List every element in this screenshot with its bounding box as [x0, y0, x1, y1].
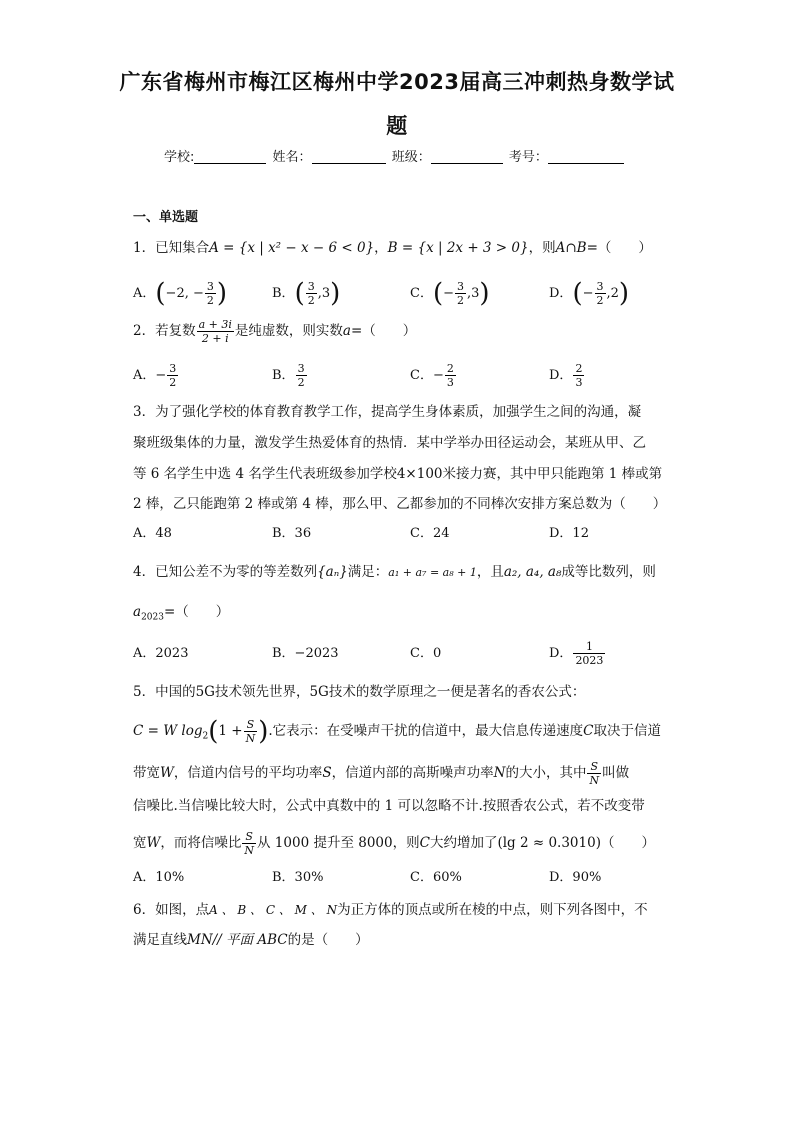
- q1-option-d[interactable]: D．(− $\frac{3}{2}$ ,2): [549, 278, 630, 309]
- question-5-line-3: 带宽W，信道内信号的平均功率S，信道内部的高斯噪声功率N的大小，其中 $\frac{S}{N}$ 叫做: [133, 760, 630, 787]
- q2-option-b[interactable]: B． $\frac{3}{2}$: [272, 362, 305, 389]
- school-blank[interactable]: [194, 149, 266, 164]
- q3-option-c[interactable]: C．24: [410, 526, 450, 541]
- question-3-line-3: 等 6 名学生中选 4 名学生代表班级参加学校4×100米接力赛，其中甲只能跑第 1 棒或第: [133, 466, 663, 482]
- question-3-line-1: 3．为了强化学校的体育教育教学工作，提高学生身体素质，加强学生之间的沟通，凝: [133, 404, 642, 420]
- q2-option-c[interactable]: C．− $\frac{2}{3}$: [410, 362, 454, 389]
- name-label: 姓名：: [272, 150, 312, 165]
- question-5-line-5: 宽W，而将信噪比 $\frac{S}{N}$ 从 1000 提升至 8000，则C大约增加了(lg 2 ≈ 0.3010)（ ）: [133, 830, 655, 857]
- q1-option-b[interactable]: B．( $\frac{3}{2}$ ,3): [272, 278, 341, 309]
- q5-option-a[interactable]: A．10%: [133, 870, 185, 885]
- q3-option-b[interactable]: B．36: [272, 526, 312, 541]
- section-heading: 一、单选题: [133, 210, 199, 225]
- q3-option-d[interactable]: D．12: [549, 526, 589, 541]
- question-4-line-2: $a_{2023}=$（ ）: [133, 604, 230, 623]
- question-4-line-1: 4．已知公差不为零的等差数列{aₙ}满足：a₁ + a₇ = a₈ + 1，且a₂, a₄, a₈成等比数列，则: [133, 564, 656, 580]
- name-blank[interactable]: [312, 149, 386, 164]
- question-6-line-2: 满足直线MN// 平面 ABC的是（ ）: [133, 932, 369, 948]
- q5-option-c[interactable]: C．60%: [410, 870, 462, 885]
- question-5-line-2: C = W $\log_2(1$ + $\frac{S}{N}$ ).它表示：在受噪声干扰的信道中，最大信息传递速度C取决于信道: [133, 716, 661, 747]
- q3-option-a[interactable]: A．48: [133, 526, 172, 541]
- question-5-line-4: 信噪比.当信噪比较大时，公式中真数中的 1 可以忽略不计.按照香农公式，若不改变带: [133, 798, 645, 814]
- school-label: 学校:: [164, 150, 195, 165]
- number-label: 考号：: [508, 150, 548, 165]
- question-3-line-4: 2 棒，乙只能跑第 2 棒或第 4 棒，那么甲、乙都参加的不同棒次安排方案总数为（ ）: [133, 496, 667, 512]
- class-label: 班级：: [391, 150, 431, 165]
- exam-title-continued: 题: [386, 114, 408, 138]
- question-5-line-1: 5．中国的5G技术领先世界，5G技术的数学原理之一便是著名的香农公式：: [133, 684, 586, 700]
- class-blank[interactable]: [431, 149, 503, 164]
- q5-option-d[interactable]: D．90%: [549, 870, 602, 885]
- q4-option-c[interactable]: C．0: [410, 646, 442, 661]
- exam-title: 广东省梅州市梅江区梅州中学2023届高三冲刺热身数学试: [119, 70, 675, 94]
- q2-option-a[interactable]: A．− $\frac{3}{2}$: [133, 362, 177, 389]
- q1-option-c[interactable]: C．(− $\frac{3}{2}$ ,3): [410, 278, 490, 309]
- q4-option-b[interactable]: B．−2023: [272, 646, 339, 661]
- q1-option-a[interactable]: A．(−2, − $\frac{3}{2}$ ): [133, 278, 228, 309]
- q5-option-b[interactable]: B．30%: [272, 870, 324, 885]
- question-1-stem: 1．已知集合A = {x | x² − x − 6 < 0}，B = {x | 2x + 3 > 0}，则A∩B=（ ）: [133, 240, 652, 256]
- student-info-row: [164, 146, 626, 165]
- question-6-line-1: 6．如图，点A 、 B 、 C 、 M 、 N为正方体的顶点或所在棱的中点，则下列各图中，不: [133, 902, 648, 918]
- question-2-stem: 2．若复数 $\frac{a + 3i}{2 + i}$ 是纯虚数，则实数a=（ ）: [133, 318, 417, 345]
- q2-option-d[interactable]: D． $\frac{2}{3}$: [549, 362, 583, 389]
- number-blank[interactable]: [548, 149, 624, 164]
- shannon-formula: C = W log: [133, 723, 203, 739]
- question-3-line-2: 聚班级集体的力量，激发学生热爱体育的热情．某中学举办田径运动会，某班从甲、乙: [133, 435, 646, 451]
- q4-option-d[interactable]: D． $\frac{1}{2023}$: [549, 640, 604, 667]
- q4-option-a[interactable]: A．2023: [133, 646, 189, 661]
